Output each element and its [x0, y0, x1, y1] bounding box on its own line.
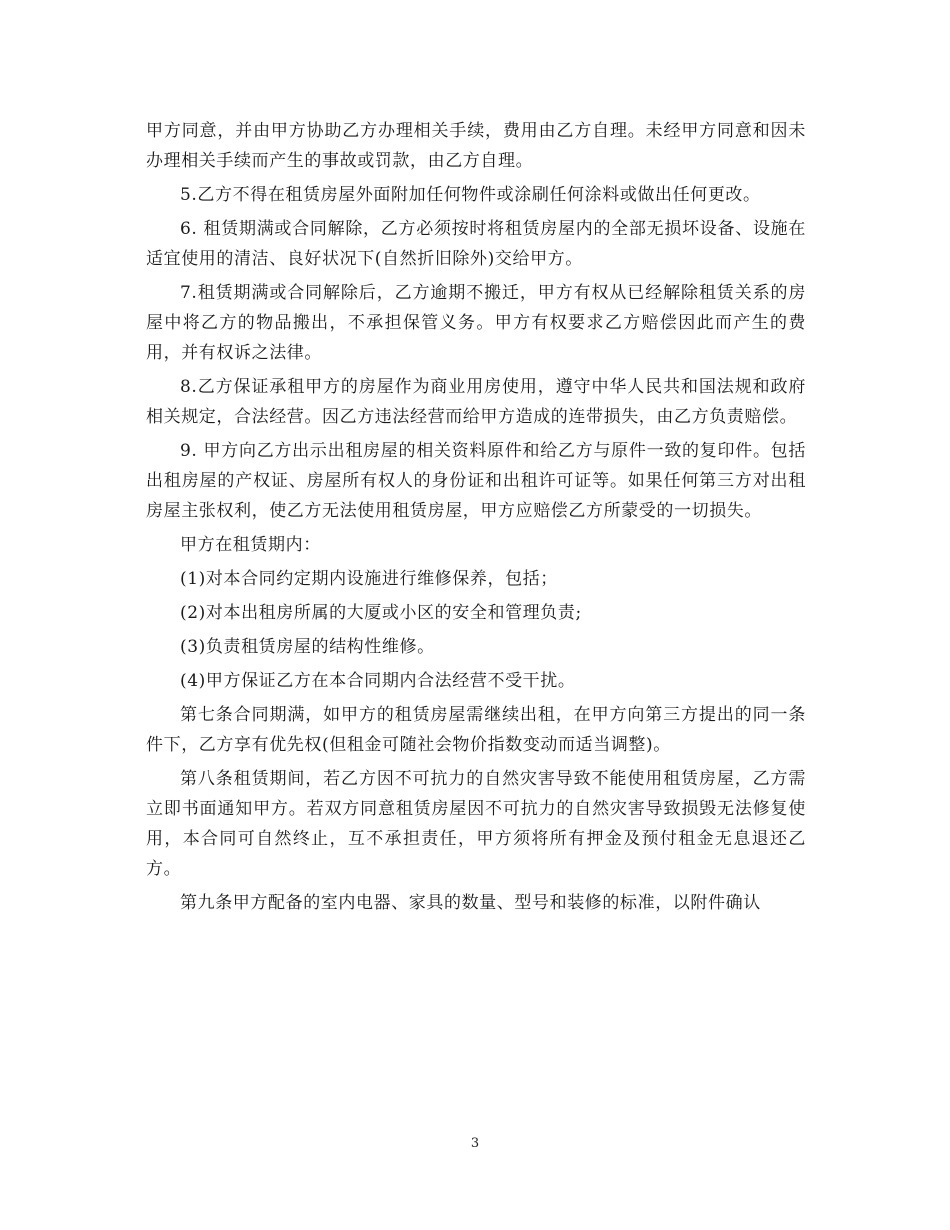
paragraph-duty-1: (1)对本合同约定期内设施进行维修保养，包括； — [180, 569, 558, 589]
paragraph-article-7: 第七条合同期满，如甲方的租赁房屋需继续出租，在甲方向第三方提出的同一条件下，乙方享有优先权(但租金可随社会物价指数变动而适当调整)。 — [146, 705, 806, 755]
document-body — [146, 116, 806, 918]
paragraph-clause-7: 7.租赁期满或合同解除后，乙方逾期不搬迁，甲方有权从已经解除租赁关系的房屋中将乙方的物品搬出，不承担保管义务。甲方有权要求乙方赔偿因此而产生的费用，并有权诉之法律。 — [146, 283, 806, 363]
paragraph-clause-6: 6. 租赁期满或合同解除，乙方必须按时将租赁房屋内的全部无损坏设备、设施在适宜使用的清洁、良好状况下(自然折旧除外)交给甲方。 — [146, 219, 806, 269]
paragraph-article-9: 第九条甲方配备的室内电器、家具的数量、型号和装修的标准，以附件确认 — [180, 893, 761, 913]
paragraph-duty-3: (3)负责租赁房屋的结构性维修。 — [180, 637, 435, 657]
paragraph-duty-4: (4)甲方保证乙方在本合同期内合法经营不受干扰。 — [180, 671, 576, 691]
paragraph-article-8: 第八条租赁期间，若乙方因不可抗力的自然灾害导致不能使用租赁房屋，乙方需立即书面通知甲方。若双方同意租赁房屋因不可抗力的自然灾害导致损毁无法修复使用，本合同可自然终止，互不承担责任，甲方须将所有押金及预付租金无息退还乙方。 — [146, 769, 806, 879]
paragraph-duty-2: (2)对本出租房所属的大厦或小区的安全和管理负责; — [180, 603, 582, 623]
paragraph-continuation: 甲方同意，并由甲方协助乙方办理相关手续，费用由乙方自理。未经甲方同意和因未办理相关手续而产生的事故或罚款，由乙方自理。 — [146, 121, 806, 171]
paragraph-clause-8: 8.乙方保证承租甲方的房屋作为商业用房使用，遵守中华人民共和国法规和政府相关规定，合法经营。因乙方违法经营而给甲方造成的连带损失，由乙方负责赔偿。 — [146, 377, 806, 427]
paragraph-clause-9: 9. 甲方向乙方出示出租房屋的相关资料原件和给乙方与原件一致的复印件。包括出租房屋的产权证、房屋所有权人的身份证和出租许可证等。如果任何第三方对出租房屋主张权利，使乙方无法使用租赁房屋，甲方应赔偿乙方所蒙受的一切损失。 — [146, 441, 806, 521]
paragraph-clause-5: 5.乙方不得在租赁房屋外面附加任何物件或涂刷任何涂料或做出任何更改。 — [180, 185, 761, 205]
paragraph-lessor-duties-heading: 甲方在租赁期内： — [180, 535, 321, 555]
page-number: 3 — [470, 1136, 480, 1151]
